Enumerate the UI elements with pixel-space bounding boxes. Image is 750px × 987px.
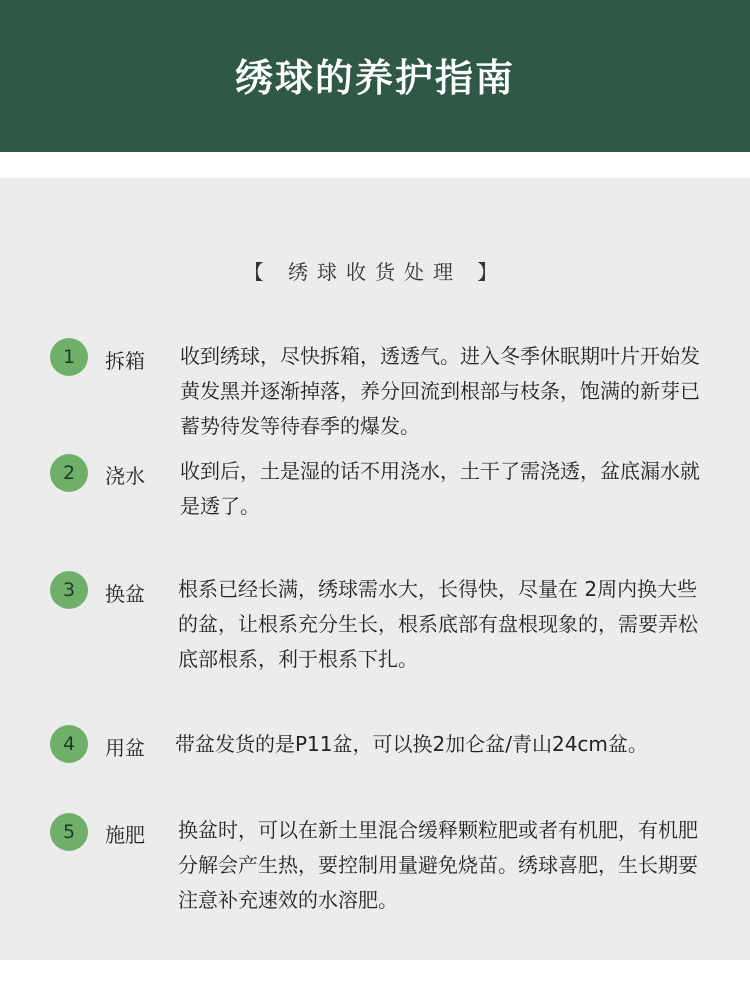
step-label: 浇水 — [105, 464, 145, 488]
step-label: 施肥 — [105, 823, 145, 847]
step-description: 根系已经长满，绣球需水大，长得快，尽量在 2周内换大些的盆，让根系充分生长，根系底部有盘根现象的，需要弄松底部根系，利于根系下扎。 — [178, 577, 698, 671]
step-label: 换盆 — [105, 582, 145, 606]
step-label: 用盆 — [105, 736, 145, 760]
step-description: 收到后，土是湿的话不用浇水，土干了需浇透，盆底漏水就是透了。 — [180, 459, 700, 518]
step-description: 换盆时，可以在新土里混合缓释颗粒肥或者有机肥，有机肥分解会产生热，要控制用量避免烧苗。绣球喜肥，生长期要注意补充速效的水溶肥。 — [178, 818, 698, 912]
step-description: 带盆发货的是P11盆，可以换2加仑盆/青山24cm盆。 — [175, 732, 648, 756]
step-description: 收到绣球，尽快拆箱，透透气。进入冬季休眠期叶片开始发黄发黑并逐渐掉落，养分回流到根部与枝条，饱满的新芽已蓄势待发等待春季的爆发。 — [180, 344, 700, 438]
header-banner — [0, 0, 750, 152]
step-number-badge: 1 — [50, 338, 88, 376]
step-number-badge: 5 — [50, 813, 88, 851]
page-title: 绣球的养护指南 — [234, 56, 515, 100]
step-number-badge: 4 — [50, 725, 88, 763]
step-number-badge: 2 — [50, 454, 88, 492]
step-number-badge: 3 — [50, 571, 88, 609]
step-label: 拆箱 — [105, 349, 145, 373]
section-title: 【 绣球收货处理 】 — [243, 260, 507, 284]
